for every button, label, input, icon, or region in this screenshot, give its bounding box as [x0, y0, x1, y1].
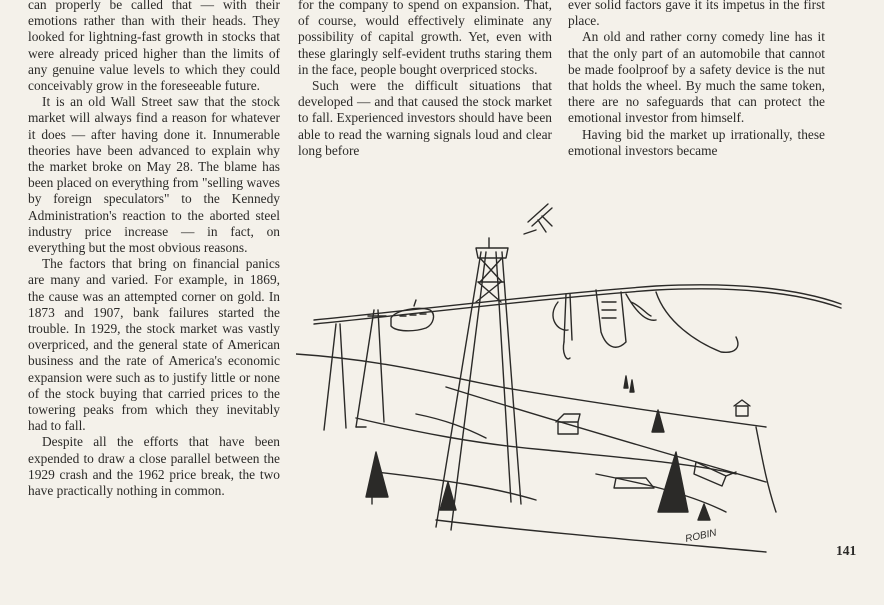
house: [694, 462, 736, 486]
paragraph: can properly be called that — with their emotions rather than with their heads. They looked for lightning-fast growth in stocks that were already priced higher than the limits of any genuine value levels to which they could conceivably grow in the foreseeable future.: [28, 0, 280, 94]
paragraph: Despite all the efforts that have been expended to draw a close parallel between the 1929 crash and the 1962 price break, the two have practically nothing in common.: [28, 434, 280, 499]
cable-wire: [314, 285, 841, 324]
landscape-lines: [296, 354, 776, 552]
hanging-figure: [553, 290, 738, 359]
pine-tree: [698, 504, 710, 520]
house: [734, 400, 750, 416]
pine-tree: [652, 410, 664, 432]
article-column-2: [298, 0, 552, 159]
paragraph: Such were the difficult situations that developed — and that caused the stock market to fall. Experienced investors should have been able to read the warning signals loud and clear long before: [298, 78, 552, 158]
paragraph: for the company to spend on expansion. That, of course, would effectively eliminate any possibility of capital growth. Yet, even with these glaringly self-evident truths staring them in the face, people bought overpriced stocks.: [298, 0, 552, 77]
pine-tree: [624, 376, 634, 392]
pine-tree: [366, 452, 388, 504]
pine-tree: [658, 452, 688, 512]
article-column-3: [568, 0, 825, 159]
article-column-1: [28, 0, 280, 499]
paragraph: Having bid the market up irrationally, these emotional investors became: [568, 126, 825, 158]
page-number: 141: [836, 543, 857, 558]
paragraph: ever solid factors gave it its impetus in the first place.: [568, 0, 825, 29]
paragraph: It is an old Wall Street saw that the stock market will always find a reason for whatever it does — after having done it. Innumerable theories have been advanced to explain why the market broke on May 28. The blame has been placed on everything from "selling waves by foreign speculators" to the Kennedy Administration's reaction to the aborted steel industry price increase — in fact, on everything but the most obvious reasons.: [28, 94, 280, 256]
small-pylon: [324, 324, 346, 430]
small-pylon: [356, 310, 386, 427]
artist-signature: ROBIN: [684, 527, 718, 545]
paragraph: An old and rather corny comedy line has it that the only part of an automobile that cannot be made foolproof by a safety device is the nut that holds the wheel. By much the same token, there are no safeguards that can protect the emotional investor from himself.: [568, 29, 825, 126]
cartoon-illustration: [296, 182, 862, 564]
flying-figure: [524, 204, 552, 234]
paragraph: The factors that bring on financial panics are many and varied. For example, in 1869, the cause was an attempted corner on gold. In 1873 and 1907, bank failures started the trouble. In 1929, the stock market was vastly overpriced, and the general state of American business and the rate of America's economic expansion were such as to justify little or none of the stock buying that carried prices to the towering peaks from which they inevitably had to fall.: [28, 256, 280, 434]
